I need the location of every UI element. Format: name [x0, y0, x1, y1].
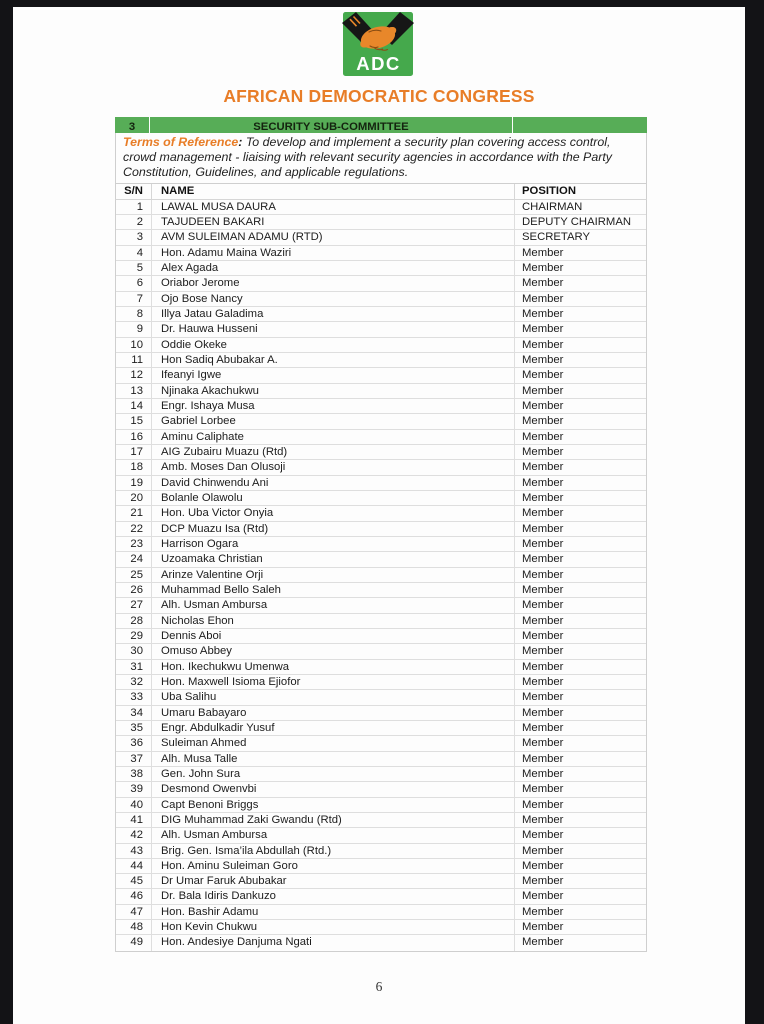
row-name: Omuso Abbey — [151, 644, 514, 658]
table-row — [116, 568, 646, 583]
row-sn: 8 — [136, 308, 143, 321]
row-sn: 35 — [130, 721, 143, 734]
table-row — [116, 353, 646, 368]
row-name: Alh. Usman Ambursa — [151, 828, 514, 842]
page-number: 6 — [375, 978, 383, 994]
row-name: Bolanle Olawolu — [151, 491, 514, 505]
table-row — [116, 276, 646, 291]
row-name: Hon. Aminu Suleiman Goro — [151, 859, 514, 873]
terms-colon: : — [238, 135, 243, 149]
table-row — [116, 246, 646, 261]
row-position: Member — [514, 874, 646, 888]
row-position: Member — [514, 920, 646, 934]
row-position: Member — [514, 629, 646, 643]
row-sn: 43 — [130, 844, 143, 857]
row-sn: 37 — [130, 752, 143, 765]
row-sn: 4 — [136, 246, 143, 259]
table-row — [116, 445, 646, 460]
column-header-sn: S/N — [124, 184, 143, 197]
table-row — [116, 338, 646, 353]
row-name: Njinaka Akachukwu — [151, 384, 514, 398]
row-sn: 29 — [130, 629, 143, 642]
row-name: Uzoamaka Christian — [151, 552, 514, 566]
banner-blank-cell — [513, 117, 647, 133]
committee-title-cell — [150, 117, 512, 133]
row-sn: 47 — [130, 905, 143, 918]
row-name: Ifeanyi Igwe — [151, 368, 514, 382]
table-row — [116, 460, 646, 475]
row-position: Member — [514, 690, 646, 704]
row-position: Member — [514, 767, 646, 781]
terms-of-reference — [115, 133, 647, 184]
row-position: Member — [514, 338, 646, 352]
row-sn: 11 — [131, 354, 143, 366]
table-row — [116, 430, 646, 445]
table-row — [116, 476, 646, 491]
row-name: Illya Jatau Galadima — [151, 307, 514, 321]
row-position: Member — [514, 307, 646, 321]
row-sn: 33 — [130, 691, 143, 704]
row-name: Muhammad Bello Saleh — [151, 583, 514, 597]
row-name: Alex Agada — [151, 261, 514, 275]
committee-number: 3 — [128, 121, 136, 133]
row-position: Member — [514, 399, 646, 413]
table-row — [116, 644, 646, 659]
row-position: Member — [514, 889, 646, 903]
row-name: Hon. Adamu Maina Waziri — [151, 246, 514, 260]
row-sn: 27 — [130, 599, 143, 612]
row-sn: 30 — [130, 645, 143, 658]
row-name: Brig. Gen. Isma’ila Abdullah (Rtd.) — [151, 844, 514, 858]
row-sn: 1 — [136, 200, 143, 213]
table-row — [116, 215, 646, 230]
row-position: Member — [514, 813, 646, 827]
table-row — [116, 598, 646, 613]
row-sn: 5 — [136, 262, 143, 275]
row-position: Member — [514, 644, 646, 658]
terms-label: Terms of Reference — [123, 135, 239, 149]
committee-banner — [115, 117, 647, 133]
row-position: SECRETARY — [514, 230, 646, 244]
row-position: Member — [514, 537, 646, 551]
table-row — [116, 798, 646, 813]
row-position: Member — [514, 368, 646, 382]
row-sn: 25 — [130, 568, 143, 581]
row-name: Hon. Bashir Adamu — [151, 905, 514, 919]
table-row — [116, 828, 646, 843]
row-position: Member — [514, 292, 646, 306]
handshake-icon — [339, 10, 417, 78]
row-position: Member — [514, 844, 646, 858]
row-sn: 26 — [130, 583, 143, 596]
table-row — [116, 399, 646, 414]
row-name: Engr. Ishaya Musa — [151, 399, 514, 413]
row-name: Alh. Musa Talle — [151, 752, 514, 766]
row-sn: 3 — [136, 231, 143, 244]
row-sn: 13 — [130, 384, 143, 397]
row-position: CHAIRMAN — [514, 200, 646, 214]
row-position: Member — [514, 261, 646, 275]
row-position: Member — [514, 935, 646, 950]
row-name: Nicholas Ehon — [151, 614, 514, 628]
row-name: Dennis Aboi — [151, 629, 514, 643]
row-name: Oriabor Jerome — [151, 276, 514, 290]
row-name: Ojo Bose Nancy — [151, 292, 514, 306]
table-row — [116, 690, 646, 705]
committee-title: SECURITY SUB-COMMITTEE — [253, 121, 409, 133]
table-row — [116, 537, 646, 552]
row-sn: 42 — [130, 829, 143, 842]
row-name: Gabriel Lorbee — [151, 414, 514, 428]
row-position: Member — [514, 460, 646, 474]
table-row — [116, 767, 646, 782]
table-row — [116, 230, 646, 245]
row-position: Member — [514, 859, 646, 873]
table-row — [116, 307, 646, 322]
row-name: DIG Muhammad Zaki Gwandu (Rtd) — [151, 813, 514, 827]
column-header-position: POSITION — [514, 184, 646, 199]
row-position: Member — [514, 828, 646, 842]
row-position: Member — [514, 706, 646, 720]
row-sn: 12 — [130, 369, 143, 382]
row-position: Member — [514, 568, 646, 582]
row-name: Gen. John Sura — [151, 767, 514, 781]
row-name: Hon. Ikechukwu Umenwa — [151, 660, 514, 674]
row-name: Hon Sadiq Abubakar A. — [151, 353, 514, 367]
row-position: Member — [514, 276, 646, 290]
row-sn: 36 — [130, 737, 143, 750]
row-position: Member — [514, 384, 646, 398]
terms-body: To develop and implement a security plan covering access control, crowd management - liaising with relevant security agencies in accordance with the Party Constitution, Guidelines, and applicable regulations. — [123, 135, 612, 179]
row-position: Member — [514, 430, 646, 444]
row-sn: 45 — [130, 875, 143, 888]
row-name: Arinze Valentine Orji — [151, 568, 514, 582]
row-name: Capt Benoni Briggs — [151, 798, 514, 812]
row-position: Member — [514, 506, 646, 520]
document-page — [13, 7, 745, 1024]
row-name: Dr. Bala Idiris Dankuzo — [151, 889, 514, 903]
table-row — [116, 368, 646, 383]
row-position: Member — [514, 798, 646, 812]
table-row — [116, 491, 646, 506]
row-position: Member — [514, 491, 646, 505]
row-sn: 7 — [136, 292, 143, 305]
table-row — [116, 782, 646, 797]
row-sn: 48 — [130, 921, 143, 934]
row-position: Member — [514, 752, 646, 766]
committee-number-cell — [115, 117, 149, 133]
column-header-name: NAME — [151, 184, 514, 199]
table-row — [116, 935, 646, 950]
row-sn: 28 — [130, 614, 143, 627]
committee-table-body — [115, 200, 647, 952]
row-position: Member — [514, 782, 646, 796]
row-position: Member — [514, 476, 646, 490]
table-row — [116, 506, 646, 521]
row-name: Harrison Ogara — [151, 537, 514, 551]
row-sn: 10 — [130, 338, 143, 351]
row-position: Member — [514, 583, 646, 597]
row-position: Member — [514, 552, 646, 566]
row-name: Engr. Abdulkadir Yusuf — [151, 721, 514, 735]
row-position: Member — [514, 353, 646, 367]
row-sn: 6 — [136, 277, 143, 290]
table-row — [116, 583, 646, 598]
row-name: Amb. Moses Dan Olusoji — [151, 460, 514, 474]
row-sn: 24 — [130, 553, 143, 566]
row-position: Member — [514, 660, 646, 674]
table-row — [116, 752, 646, 767]
table-row — [116, 522, 646, 537]
table-row — [116, 920, 646, 935]
table-row — [116, 384, 646, 399]
committee-section — [115, 117, 647, 952]
row-name: Umaru Babayaro — [151, 706, 514, 720]
row-name: Dr Umar Faruk Abubakar — [151, 874, 514, 888]
row-position: Member — [514, 414, 646, 428]
table-row — [116, 706, 646, 721]
table-row — [116, 844, 646, 859]
row-sn: 19 — [130, 476, 143, 489]
row-name: Hon. Maxwell Isioma Ejiofor — [151, 675, 514, 689]
table-row — [116, 889, 646, 904]
row-sn: 40 — [130, 798, 143, 811]
table-row — [116, 629, 646, 644]
row-sn: 46 — [130, 890, 143, 903]
row-sn: 23 — [130, 537, 143, 550]
table-row — [116, 736, 646, 751]
org-title: AFRICAN DEMOCRATIC CONGRESS — [223, 86, 535, 106]
row-name: Aminu Caliphate — [151, 430, 514, 444]
logo-text: ADC — [356, 53, 401, 74]
row-position: Member — [514, 322, 646, 336]
row-position: DEPUTY CHAIRMAN — [514, 215, 646, 229]
row-name: DCP Muazu Isa (Rtd) — [151, 522, 514, 536]
row-position: Member — [514, 522, 646, 536]
row-sn: 22 — [130, 522, 143, 535]
table-row — [116, 200, 646, 215]
row-sn: 20 — [130, 491, 143, 504]
row-position: Member — [514, 614, 646, 628]
row-sn: 31 — [130, 660, 143, 673]
table-row — [116, 859, 646, 874]
row-position: Member — [514, 445, 646, 459]
row-position: Member — [514, 246, 646, 260]
row-name: David Chinwendu Ani — [151, 476, 514, 490]
row-sn: 9 — [136, 323, 143, 336]
row-position: Member — [514, 598, 646, 612]
row-sn: 41 — [130, 813, 143, 826]
table-row — [116, 874, 646, 889]
row-name: LAWAL MUSA DAURA — [151, 200, 514, 214]
table-header-row — [115, 184, 647, 200]
table-row — [116, 813, 646, 828]
row-sn: 16 — [130, 430, 143, 443]
row-position: Member — [514, 905, 646, 919]
row-sn: 38 — [130, 767, 143, 780]
row-name: Hon. Uba Victor Onyia — [151, 506, 514, 520]
row-sn: 15 — [130, 415, 143, 428]
row-sn: 39 — [130, 783, 143, 796]
table-row — [116, 292, 646, 307]
row-name: Hon. Andesiye Danjuma Ngati — [151, 935, 514, 950]
row-name: Desmond Owenvbi — [151, 782, 514, 796]
row-name: AVM SULEIMAN ADAMU (RTD) — [151, 230, 514, 244]
table-row — [116, 614, 646, 629]
row-name: Hon Kevin Chukwu — [151, 920, 514, 934]
adc-logo — [339, 10, 417, 83]
table-row — [116, 721, 646, 736]
row-sn: 18 — [130, 461, 143, 474]
table-row — [116, 261, 646, 276]
row-name: Alh. Usman Ambursa — [151, 598, 514, 612]
row-name: Oddie Okeke — [151, 338, 514, 352]
table-row — [116, 675, 646, 690]
row-name: AIG Zubairu Muazu (Rtd) — [151, 445, 514, 459]
row-name: Suleiman Ahmed — [151, 736, 514, 750]
row-sn: 34 — [130, 706, 143, 719]
row-sn: 14 — [130, 399, 143, 412]
row-name: TAJUDEEN BAKARI — [151, 215, 514, 229]
row-name: Uba Salihu — [151, 690, 514, 704]
row-sn: 21 — [130, 507, 143, 520]
table-row — [116, 322, 646, 337]
row-name: Dr. Hauwa Husseni — [151, 322, 514, 336]
table-row — [116, 905, 646, 920]
row-sn: 32 — [130, 675, 143, 688]
row-sn: 2 — [136, 216, 143, 229]
row-position: Member — [514, 675, 646, 689]
table-row — [116, 660, 646, 675]
row-sn: 44 — [130, 859, 143, 872]
table-row — [116, 414, 646, 429]
row-position: Member — [514, 736, 646, 750]
row-sn: 49 — [130, 936, 143, 949]
row-sn: 17 — [130, 445, 143, 458]
row-position: Member — [514, 721, 646, 735]
table-row — [116, 552, 646, 567]
